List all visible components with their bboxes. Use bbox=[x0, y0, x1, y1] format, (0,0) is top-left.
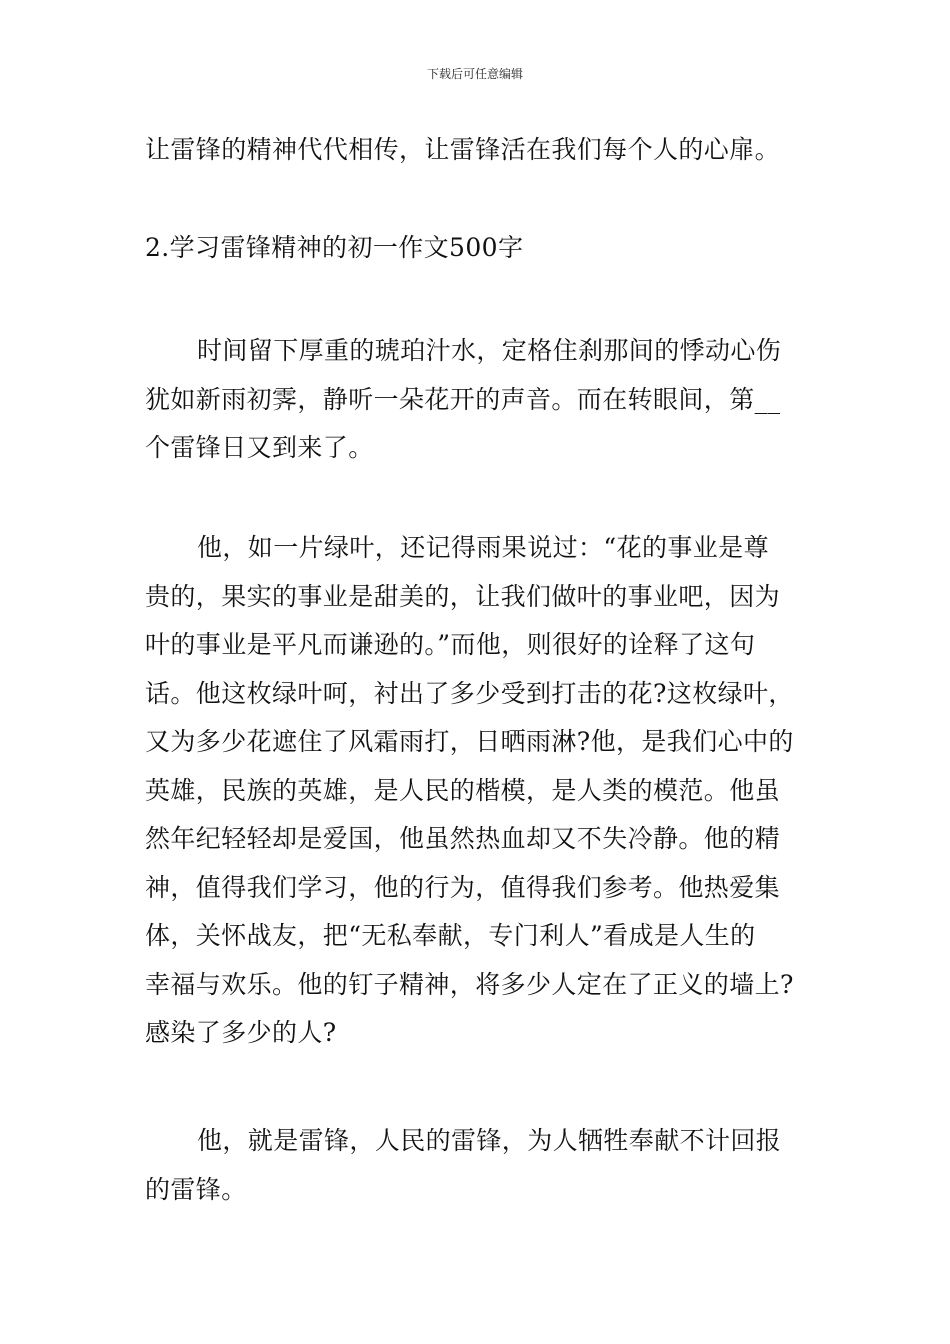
paragraph-green-leaf bbox=[145, 524, 810, 1058]
text-line: 让雷锋的精神代代相传，让雷锋活在我们每个人的心扉。 bbox=[145, 135, 781, 164]
text-line: 个雷锋日又到来了。 bbox=[145, 433, 374, 462]
text-line: 幸福与欢乐。他的钉子精神，将多少人定在了正义的墙上? bbox=[145, 969, 794, 999]
paragraph-closing-line bbox=[145, 126, 810, 175]
text-line: 话。他这枚绿叶呵，衬出了多少受到打击的花?这枚绿叶， bbox=[145, 678, 794, 708]
text-line: 犹如新雨初霁，静听一朵花开的声音。而在转眼间，第__ bbox=[145, 384, 781, 414]
paragraph-intro bbox=[145, 327, 810, 473]
text-line: 时间留下厚重的琥珀汁水，定格住刹那间的悸动心伤 bbox=[197, 336, 782, 365]
text-line: 贵的，果实的事业是甜美的，让我们做叶的事业吧，因为 bbox=[145, 581, 781, 611]
text-line: 感染了多少的人? bbox=[145, 1018, 337, 1047]
text-line: 他，就是雷锋，人民的雷锋，为人牺牲奉献不计回报 bbox=[197, 1126, 782, 1155]
paragraph-conclusion bbox=[145, 1117, 810, 1214]
text-line: 他，如一片绿叶，还记得雨果说过：“花的事业是尊 bbox=[197, 533, 769, 562]
text-line: 叶的事业是平凡而谦逊的。”而他，则很好的诠释了这句 bbox=[145, 630, 756, 659]
text-line: 的雷锋。 bbox=[145, 1174, 247, 1204]
text-line: 又为多少花遮住了风霜雨打，日晒雨淋?他，是我们心中的 bbox=[145, 727, 794, 756]
text-line: 英雄，民族的英雄，是人民的楷模，是人类的模范。他虽 bbox=[145, 775, 781, 805]
text-line: 体，关怀战友，把“无私奉献，专门利人”看成是人生的 bbox=[145, 921, 756, 950]
text-line: 神，值得我们学习，他的行为，值得我们参考。他热爱集 bbox=[145, 872, 781, 902]
text-line: 然年纪轻轻却是爱国，他虽然热血却又不失冷静。他的精 bbox=[145, 824, 781, 853]
page-header: 下载后可任意编辑 bbox=[426, 67, 523, 81]
section-heading bbox=[145, 224, 810, 273]
text-line: 2.学习雷锋精神的初一作文500字 bbox=[145, 233, 524, 262]
